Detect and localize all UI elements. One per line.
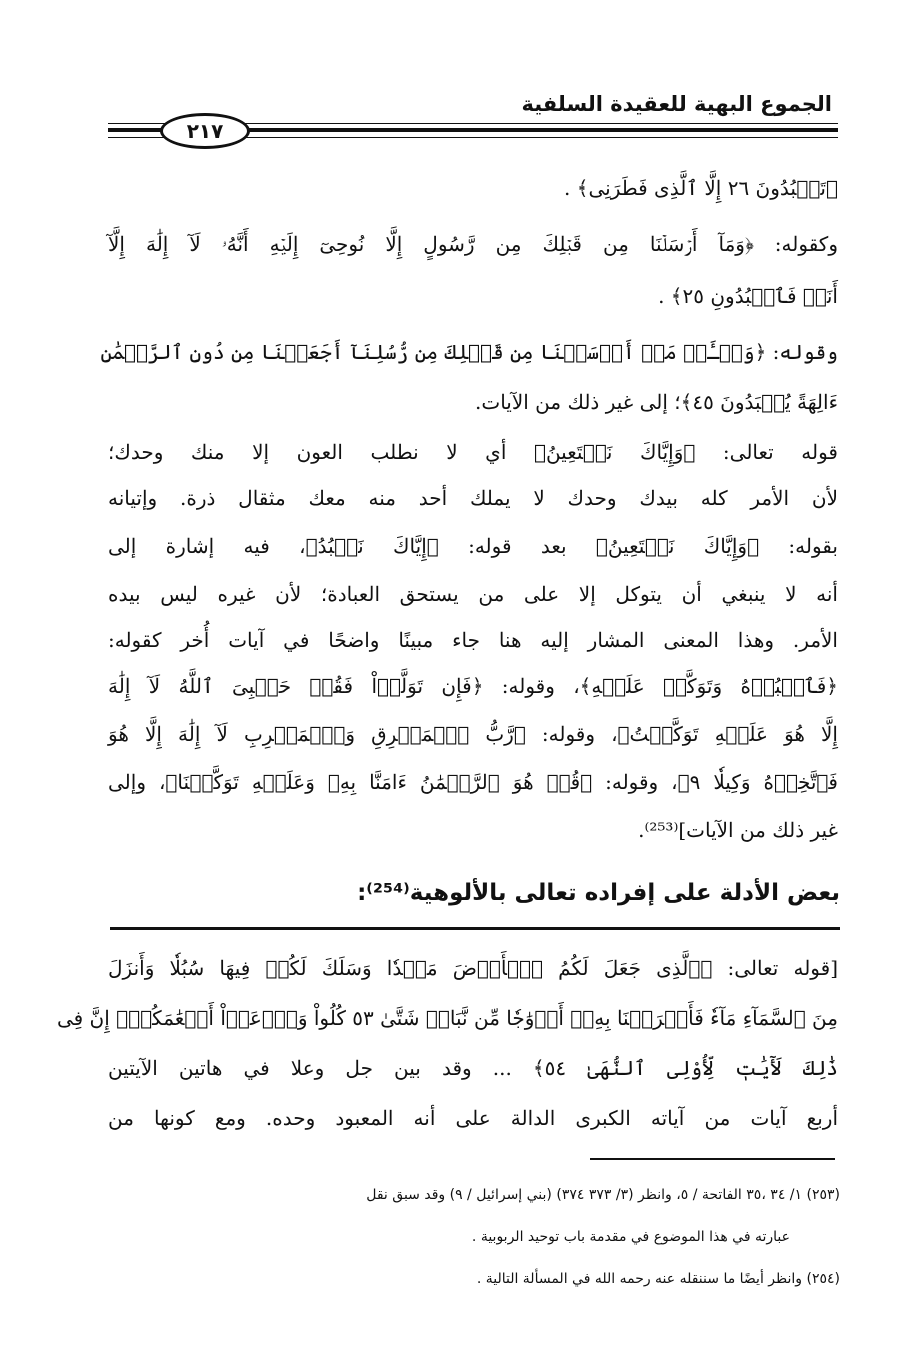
section-line: ذَٰلِكَ لَأٓيَٰتٖ لِّأُوْلِی ٱلنُّهَىٰ ٥٤﴾ ... وقد بين جل وعلا في هاتين الآيتين: [108, 1056, 838, 1080]
body-line: فَٱتَّخِذۡهُ وَكِيلٗا ٩﴾، وقوله: ﴿قُلۡ هُوَ ٱلرَّحۡمَٰنُ ءَامَنَّا بِهِۦ وَعَلَيۡهِ تَوَكَّلۡنَا﴾، وإلى: [108, 770, 838, 794]
section-heading: بعض الأدلة على إفراده تعالى بالألوهية⁽²⁵⁴⁾:: [357, 880, 840, 906]
body-line: وكقوله: ﴿وَمَآ أَرۡسَلۡنَا مِن قَبۡلِكَ مِن رَّسُولٍ إِلَّا نُوحِیٓ إِلَيۡهِ أَنَّهُۥ لَآ إِلَٰهَ إِلَّآ: [108, 232, 838, 256]
page-number: ٢١٧: [186, 119, 224, 143]
body-line: أَنَا۠ فَٱعۡبُدُونِ ٢٥﴾ .: [658, 284, 838, 308]
section-line: أربع آيات من آياته الكبرى الدالة على أنه المعبود وحده. ومع كونها من: [108, 1106, 838, 1130]
body-line: وقوله: ﴿وَسۡـَٔلۡ مَنۡ أَرۡسَلۡنَا مِن قَبۡلِكَ مِن رُّسُلِنَآ أَجَعَلۡنَا مِن دُونِ ٱلرَّحۡمَٰنِ: [100, 340, 838, 364]
body-line: ﴿فَٱعۡبُدۡهُ وَتَوَكَّلۡ عَلَيۡهِ﴾، وقوله: ﴿فَإِن تَوَلَّوۡاْ فَقُلۡ حَسۡبِیَ ٱللَّهُ لَآ إِلَٰهَ: [108, 674, 838, 698]
body-line: أنه لا ينبغي أن يتوكل إلا على من يستحق العبادة؛ لأن غيره ليس بيده: [108, 582, 838, 606]
section-heading-rule: [110, 927, 840, 930]
running-title: الجموع البهية للعقيدة السلفية: [521, 92, 832, 116]
footnote-separator: [590, 1158, 835, 1160]
body-line: غير ذلك من الآيات]⁽²⁵³⁾.: [638, 818, 838, 842]
body-line: لأن الأمر كله بيدك وحدك لا يملك أحد منه معك مثقال ذرة. وإتيانه: [108, 486, 838, 510]
footnote-continuation: عبارته في هذا الموضوع في مقدمة باب توحيد الربوبية .: [471, 1229, 790, 1245]
section-line: مِنَ ٱلسَّمَآءِ مَآءٗ فَأَخۡرَجۡنَا بِهِۦٓ أَزۡوَٰجٗا مِّن نَّبَاتٖ شَتَّىٰ ٥٣ كُلُواْ وَٱرۡعَوۡاْ أَنۡعَٰمَكُمۡۚ إِنَّ فِی: [56, 1006, 838, 1030]
section-line: [قوله تعالى: ﴿ٱلَّذِی جَعَلَ لَكُمُ ٱلۡأَرۡضَ مَهۡدٗا وَسَلَكَ لَكُمۡ فِيهَا سُبُلٗا وَأَنزَلَ: [108, 956, 838, 980]
footnote: (٢٥٤) وانظر أيضًا ما سننقله عنه رحمه الله في المسألة التالية .: [476, 1271, 840, 1287]
body-line: ﴿تَعۡبُدُونَ ٢٦ إِلَّا ٱلَّذِی فَطَرَنِی﴾ .: [564, 176, 838, 200]
page-number-badge: [160, 113, 250, 149]
body-line: الأمر. وهذا المعنى المشار إليه هنا جاء مبينًا واضحًا في آيات أُخر كقوله:: [108, 628, 838, 652]
footnote: (٢٥٣) ١/ ٣٤ ،٣٥ الفاتحة / ٥، وانظر (٣/ ٣٧٣ ٣٧٤) (بني إسرائيل / ٩) وقد سبق نقل: [366, 1187, 840, 1203]
body-line: إِلَّا هُوَ عَلَيۡهِ تَوَكَّلۡتُ﴾، وقوله: ﴿رَّبُّ ٱلۡمَشۡرِقِ وَٱلۡمَغۡرِبِ لَآ إِلَٰهَ إِلَّا هُوَ: [108, 722, 838, 746]
body-line: ءَالِهَةً يُعۡبَدُونَ ٤٥﴾؛ إلى غير ذلك من الآيات.: [475, 390, 838, 414]
body-line: قوله تعالى: ﴿وَإِيَّاكَ نَسۡتَعِينُ﴾ أي لا نطلب العون إلا منك وحدك؛: [108, 440, 838, 464]
body-line: بقوله: ﴿وَإِيَّاكَ نَسۡتَعِينُ﴾ بعد قوله: ﴿إِيَّاكَ نَعۡبُدُ﴾، فيه إشارة إلى: [108, 534, 838, 558]
